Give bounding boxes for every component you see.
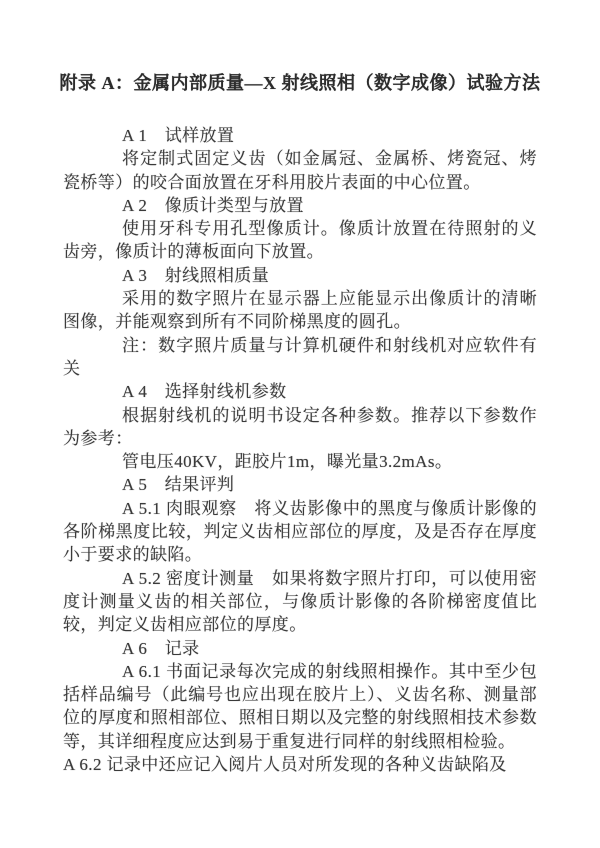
section-a4-params: 管电压40KV，距胶片1m，曝光量3.2mAs。 — [122, 452, 453, 472]
section-a5-heading: A 5 结果评判 — [122, 475, 235, 495]
section-a4-heading: A 4 选择射线机参数 — [122, 382, 287, 402]
section-a3-heading: A 3 射线照相质量 — [122, 265, 270, 285]
section-a1-body: 将定制式固定义齿（如金属冠、金属桥、烤瓷冠、烤瓷桥等）的咬合面放置在牙科用胶片表面的中心位置。 — [63, 149, 537, 192]
document-body — [63, 124, 537, 776]
section-a6-1-body: A 6.1 书面记录每次完成的射线照相操作。其中至少包括样品编号（此编号也应出现在胶片上）、义齿名称、测量部位的厚度和照相部位、照相日期以及完整的射线照相技术参数等，其详细程度应达到易于重复进行同样的射线照相检验。 — [63, 661, 537, 751]
section-a6-2-body: A 6.2 记录中还应记入阅片人员对所发现的各种义齿缺陷及 — [63, 755, 507, 775]
section-a3-body: 采用的数字照片在显示器上应能显示出像质计的清晰图像，并能观察到所有不同阶梯黑度的圆孔。 — [63, 289, 537, 332]
section-a3-note: 注：数字照片质量与计算机硬件和射线机对应软件有关 — [63, 335, 537, 378]
section-a5-1-body: A 5.1 肉眼观察 将义齿影像中的黑度与像质计影像的各阶梯黑度比较，判定义齿相应部位的厚度，及是否存在厚度小于要求的缺陷。 — [63, 498, 537, 565]
section-a2-body: 使用牙科专用孔型像质计。像质计放置在待照射的义齿旁，像质计的薄板面向下放置。 — [63, 219, 537, 262]
section-a4-body: 根据射线机的说明书设定各种参数。推荐以下参数作为参考： — [63, 405, 537, 448]
section-a6-heading: A 6 记录 — [122, 638, 200, 658]
section-a1-heading: A 1 试样放置 — [122, 126, 235, 145]
section-a2-heading: A 2 像质计类型与放置 — [122, 195, 304, 215]
section-a5-2-body: A 5.2 密度计测量 如果将数字照片打印，可以使用密度计测量义齿的相关部位，与像质计影像的各阶梯密度值比较，判定义齿相应部位的厚度。 — [63, 568, 537, 635]
appendix-title: 附录 A：金属内部质量—X 射线照相（数字成像）试验方法 — [59, 73, 541, 93]
